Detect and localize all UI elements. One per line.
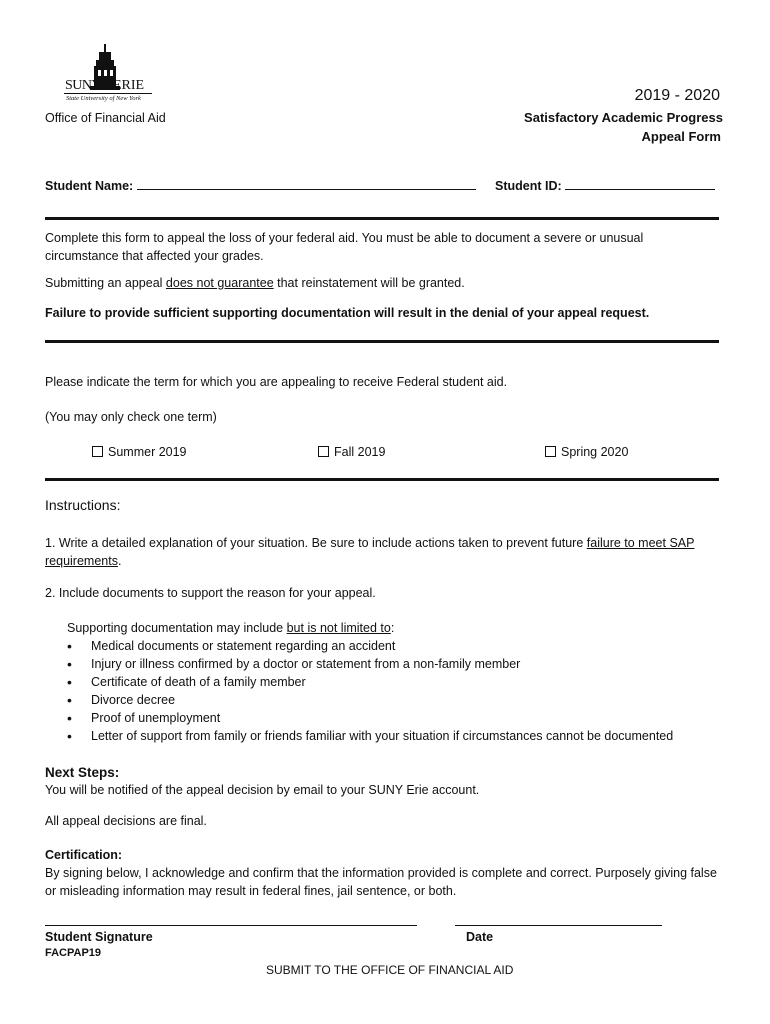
list-item: • Divorce decree	[67, 691, 673, 709]
supporting-docs-list	[67, 637, 673, 745]
supporting-docs-intro: Supporting documentation may include but is not limited to:	[67, 621, 395, 635]
divider	[45, 217, 719, 220]
date-line[interactable]	[455, 925, 662, 926]
form-code: FACPAP19	[45, 947, 102, 959]
list-item: • Certificate of death of a family member	[67, 673, 673, 691]
office-label: Office of Financial Aid	[45, 111, 166, 125]
instruction-step-1: 1. Write a detailed explanation of your situation. Be sure to include actions taken to prevent future failure to meet SAP requirements.	[45, 536, 695, 568]
decisions-final: All appeal decisions are final.	[45, 814, 207, 828]
signature-label: Student Signature	[45, 930, 153, 944]
certification-text: By signing below, I acknowledge and confirm that the information provided is complete and correct. Purposely giving false or misleading information may result in federal fines, jail sentence, or both.	[45, 866, 717, 898]
logo-erie: ERIE	[113, 78, 145, 93]
failure-warning: Failure to provide sufficient supporting documentation will result in the denial of your appeal request.	[45, 306, 650, 320]
list-item: • Medical documents or statement regarding an accident	[67, 637, 673, 655]
student-id-label: Student ID:	[495, 179, 562, 193]
student-name-label: Student Name:	[45, 179, 134, 193]
academic-year: 2019 - 2020	[634, 87, 720, 104]
checkbox[interactable]	[92, 446, 103, 457]
list-item: • Letter of support from family or friends familiar with your situation if circumstances cannot be documented	[67, 727, 673, 745]
instruction-step-2: 2. Include documents to support the reason for your appeal.	[45, 586, 376, 600]
signature-line[interactable]	[45, 925, 417, 926]
term-option-fall-2019[interactable]: Fall 2019	[318, 445, 385, 459]
divider	[45, 340, 719, 343]
term-note: (You may only check one term)	[45, 410, 217, 424]
student-id-field[interactable]	[495, 177, 715, 193]
form-title-line2: Appeal Form	[641, 129, 721, 144]
intro-paragraph: Complete this form to appeal the loss of your federal aid. You must be able to document a severe or unusual circumstance that affected your grades.	[45, 231, 644, 263]
form-title-line1: Satisfactory Academic Progress	[524, 110, 723, 125]
list-item: • Proof of unemployment	[67, 709, 673, 727]
term-option-summer-2019[interactable]: Summer 2019	[92, 445, 187, 459]
guarantee-note: Submitting an appeal does not guarantee that reinstatement will be granted.	[45, 276, 465, 290]
next-steps-notice: You will be notified of the appeal decision by email to your SUNY Erie account.	[45, 783, 480, 797]
certification-heading: Certification:	[45, 848, 123, 862]
divider	[45, 478, 719, 481]
list-item: • Injury or illness confirmed by a doctor or statement from a non-family member	[67, 655, 673, 673]
term-option-spring-2020[interactable]: Spring 2020	[545, 445, 628, 459]
logo-suny: SUNY	[65, 78, 102, 93]
next-steps-heading: Next Steps:	[45, 765, 120, 780]
submit-instruction: SUBMIT TO THE OFFICE OF FINANCIAL AID	[266, 963, 514, 977]
student-id-line[interactable]	[565, 177, 715, 190]
checkbox[interactable]	[545, 446, 556, 457]
student-name-field[interactable]	[45, 177, 476, 193]
student-name-line[interactable]	[137, 177, 476, 190]
term-prompt: Please indicate the term for which you are appealing to receive Federal student aid.	[45, 375, 508, 389]
checkbox[interactable]	[318, 446, 329, 457]
logo-tagline: State University of New York	[66, 95, 141, 102]
instructions-heading: Instructions:	[45, 497, 121, 513]
date-label: Date	[466, 930, 494, 944]
